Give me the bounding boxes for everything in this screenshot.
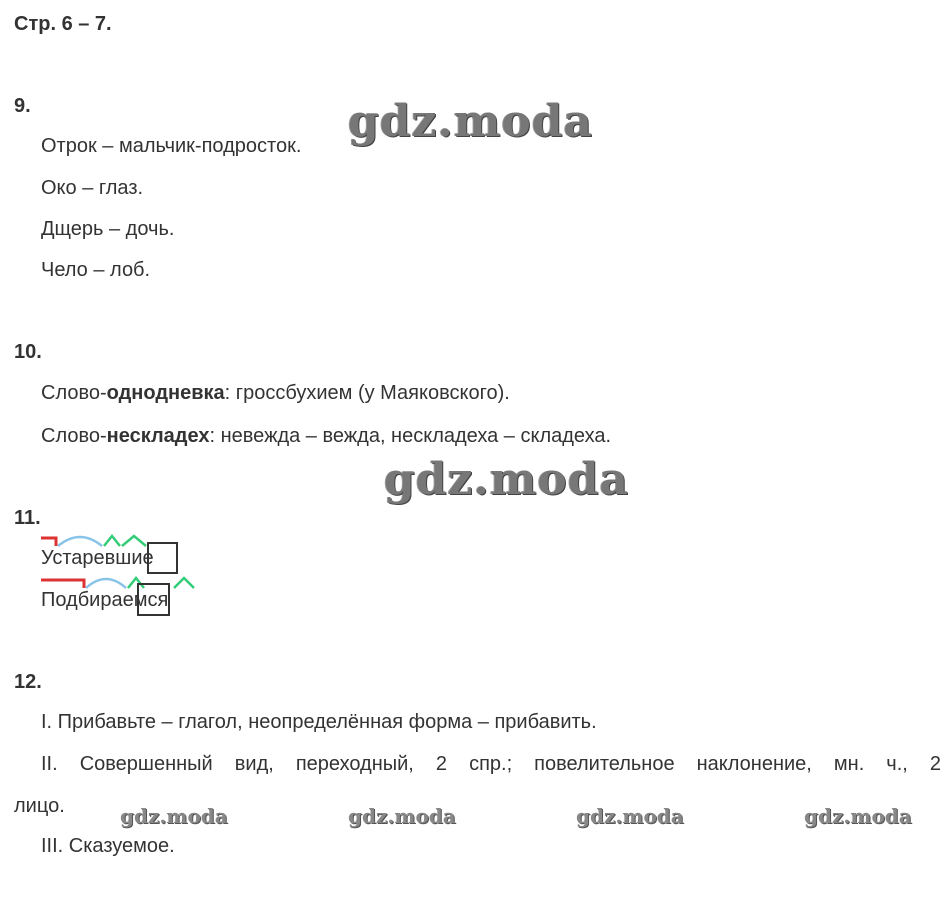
ending-box [148, 543, 177, 573]
text-prefix: Слово- [41, 425, 107, 447]
watermark: gdz.moda [384, 454, 630, 505]
text-line-justified [41, 752, 941, 776]
text-rest: : гроссбухием (у Маяковского). [224, 382, 510, 404]
suffix-mark [174, 578, 194, 588]
word: 2 [435, 753, 448, 775]
word: ч., [886, 753, 908, 775]
text-line: лицо. [14, 795, 65, 817]
bold-term: однодневка [106, 382, 225, 404]
bold-term: нескладех [106, 425, 210, 447]
watermark: gdz.moda [348, 804, 456, 828]
word: наклонение, [696, 753, 812, 775]
task-number: 10. [14, 341, 42, 363]
morpheme-word: Устаревшие [41, 547, 154, 569]
prefix-mark [41, 580, 84, 588]
word: переходный, [295, 753, 414, 775]
ending-box [138, 584, 169, 615]
word: повелительное [534, 753, 675, 775]
root-arc [58, 537, 102, 546]
word: II. [41, 753, 58, 775]
root-arc [86, 579, 126, 588]
word: вид, [234, 753, 274, 775]
text-line: III. Сказуемое. [41, 835, 175, 857]
text-line: I. Прибавьте – глагол, неопределённая форма – прибавить. [41, 711, 597, 733]
text-rest: : невежда – вежда, нескладеха – складеха. [209, 425, 612, 447]
prefix-mark [41, 538, 56, 546]
watermark: gdz.moda [120, 804, 228, 828]
page-title: Стр. 6 – 7. [14, 13, 112, 35]
suffix-mark [104, 536, 120, 546]
watermark: gdz.moda [804, 804, 912, 828]
task-number: 12. [14, 671, 42, 693]
word: Совершенный [79, 753, 213, 775]
text-line: Чело – лоб. [41, 259, 151, 281]
text-line: Отрок – мальчик-подросток. [41, 135, 302, 157]
text-prefix: Слово- [41, 382, 107, 404]
watermark: gdz.moda [348, 96, 594, 147]
task-number: 9. [14, 95, 31, 117]
text-line: Дщерь – дочь. [41, 218, 175, 240]
word: спр.; [469, 753, 513, 775]
text-line: Око – глаз. [41, 177, 144, 199]
task-number: 11. [14, 507, 41, 529]
watermark: gdz.moda [576, 804, 684, 828]
morpheme-word: Подбираемся [41, 589, 169, 611]
word: мн. [833, 753, 865, 775]
suffix-mark [122, 536, 146, 546]
word: 2 [929, 753, 941, 775]
